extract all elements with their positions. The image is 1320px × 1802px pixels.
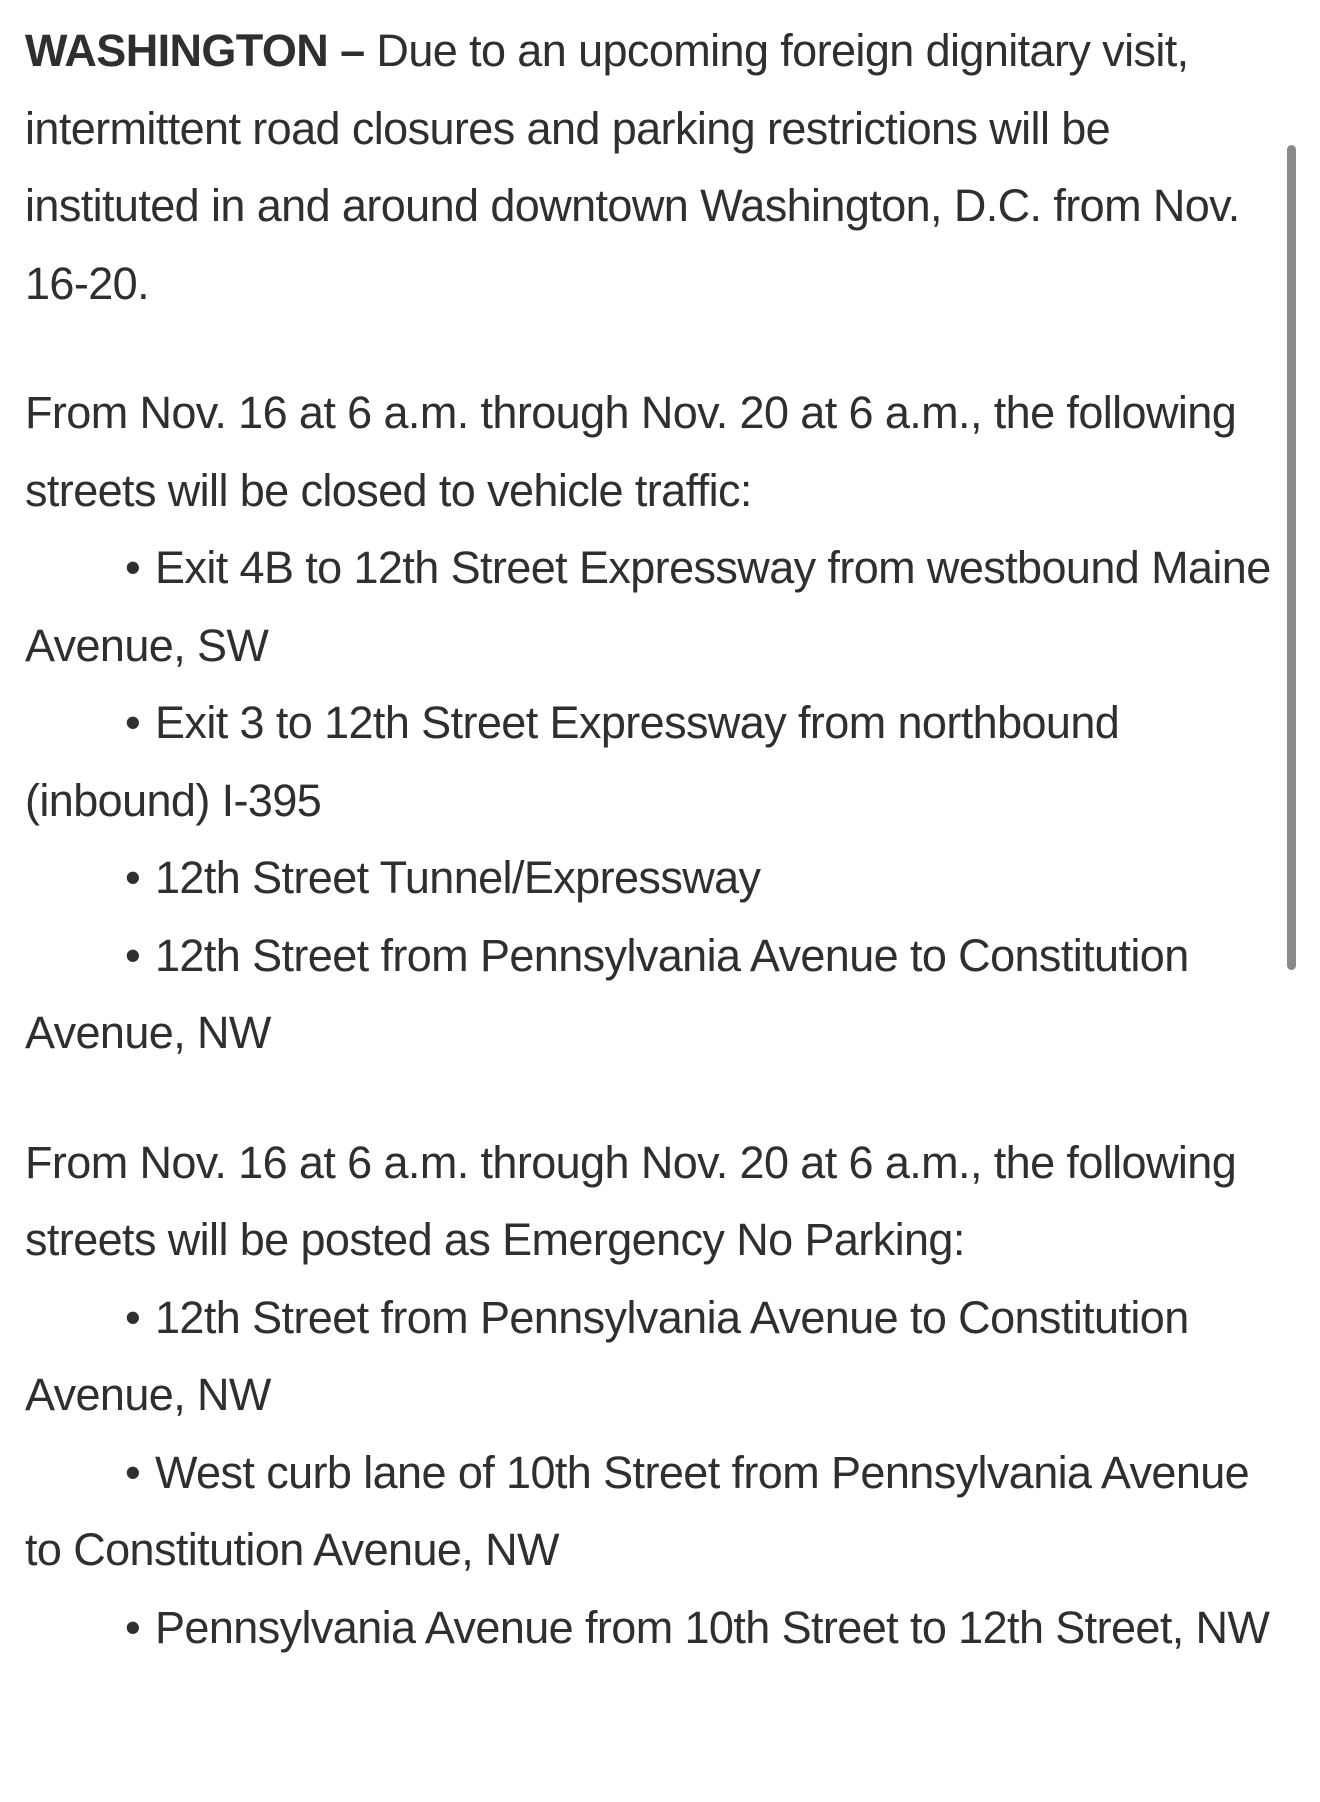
bullet-icon: • [125, 1291, 141, 1343]
closures-lead: From Nov. 16 at 6 a.m. through Nov. 20 at 6 a.m., the following streets will be closed to vehicle traffic: [25, 387, 1237, 516]
closure-item-text: Exit 3 to 12th Street Expressway from northbound (inbound) I-395 [25, 697, 1120, 826]
paragraph-spacer [25, 322, 1290, 374]
parking-item-text: West curb lane of 10th Street from Pennsylvania Avenue to Constitution Avenue, NW [25, 1446, 1250, 1575]
parking-item [25, 1589, 1290, 1667]
vertical-scrollbar[interactable] [1287, 145, 1296, 970]
parking-item [25, 1434, 1290, 1589]
closure-item [25, 839, 1290, 917]
article-body [25, 12, 1290, 1666]
parking-lead: From Nov. 16 at 6 a.m. through Nov. 20 at 6 a.m., the following streets will be posted as Emergency No Parking: [25, 1136, 1237, 1265]
bullet-icon: • [125, 1446, 141, 1498]
paragraph-spacer [25, 1072, 1290, 1124]
dateline: WASHINGTON – [25, 25, 365, 76]
intro-text: Due to an upcoming foreign dignitary visit, intermittent road closures and parking restrictions will be instituted in and around downtown Washington, D.C. from Nov. 16-20. [25, 25, 1240, 309]
parking-item [25, 1279, 1290, 1434]
closure-item-text: 12th Street Tunnel/Expressway [155, 852, 761, 903]
closure-item [25, 684, 1290, 839]
parking-item-text: Pennsylvania Avenue from 10th Street to 12th Street, NW [155, 1601, 1270, 1653]
bullet-icon: • [125, 852, 141, 903]
bullet-icon: • [125, 542, 141, 593]
closure-item-text: Exit 4B to 12th Street Expressway from westbound Maine Avenue, SW [25, 542, 1271, 671]
intro-paragraph [25, 12, 1290, 322]
closure-item [25, 917, 1290, 1072]
closure-item [25, 529, 1290, 684]
closure-item-text: 12th Street from Pennsylvania Avenue to Constitution Avenue, NW [25, 929, 1189, 1058]
bullet-icon: • [125, 697, 141, 748]
bullet-icon: • [125, 1601, 141, 1653]
parking-item-text: 12th Street from Pennsylvania Avenue to Constitution Avenue, NW [25, 1291, 1189, 1420]
bullet-icon: • [125, 929, 141, 981]
